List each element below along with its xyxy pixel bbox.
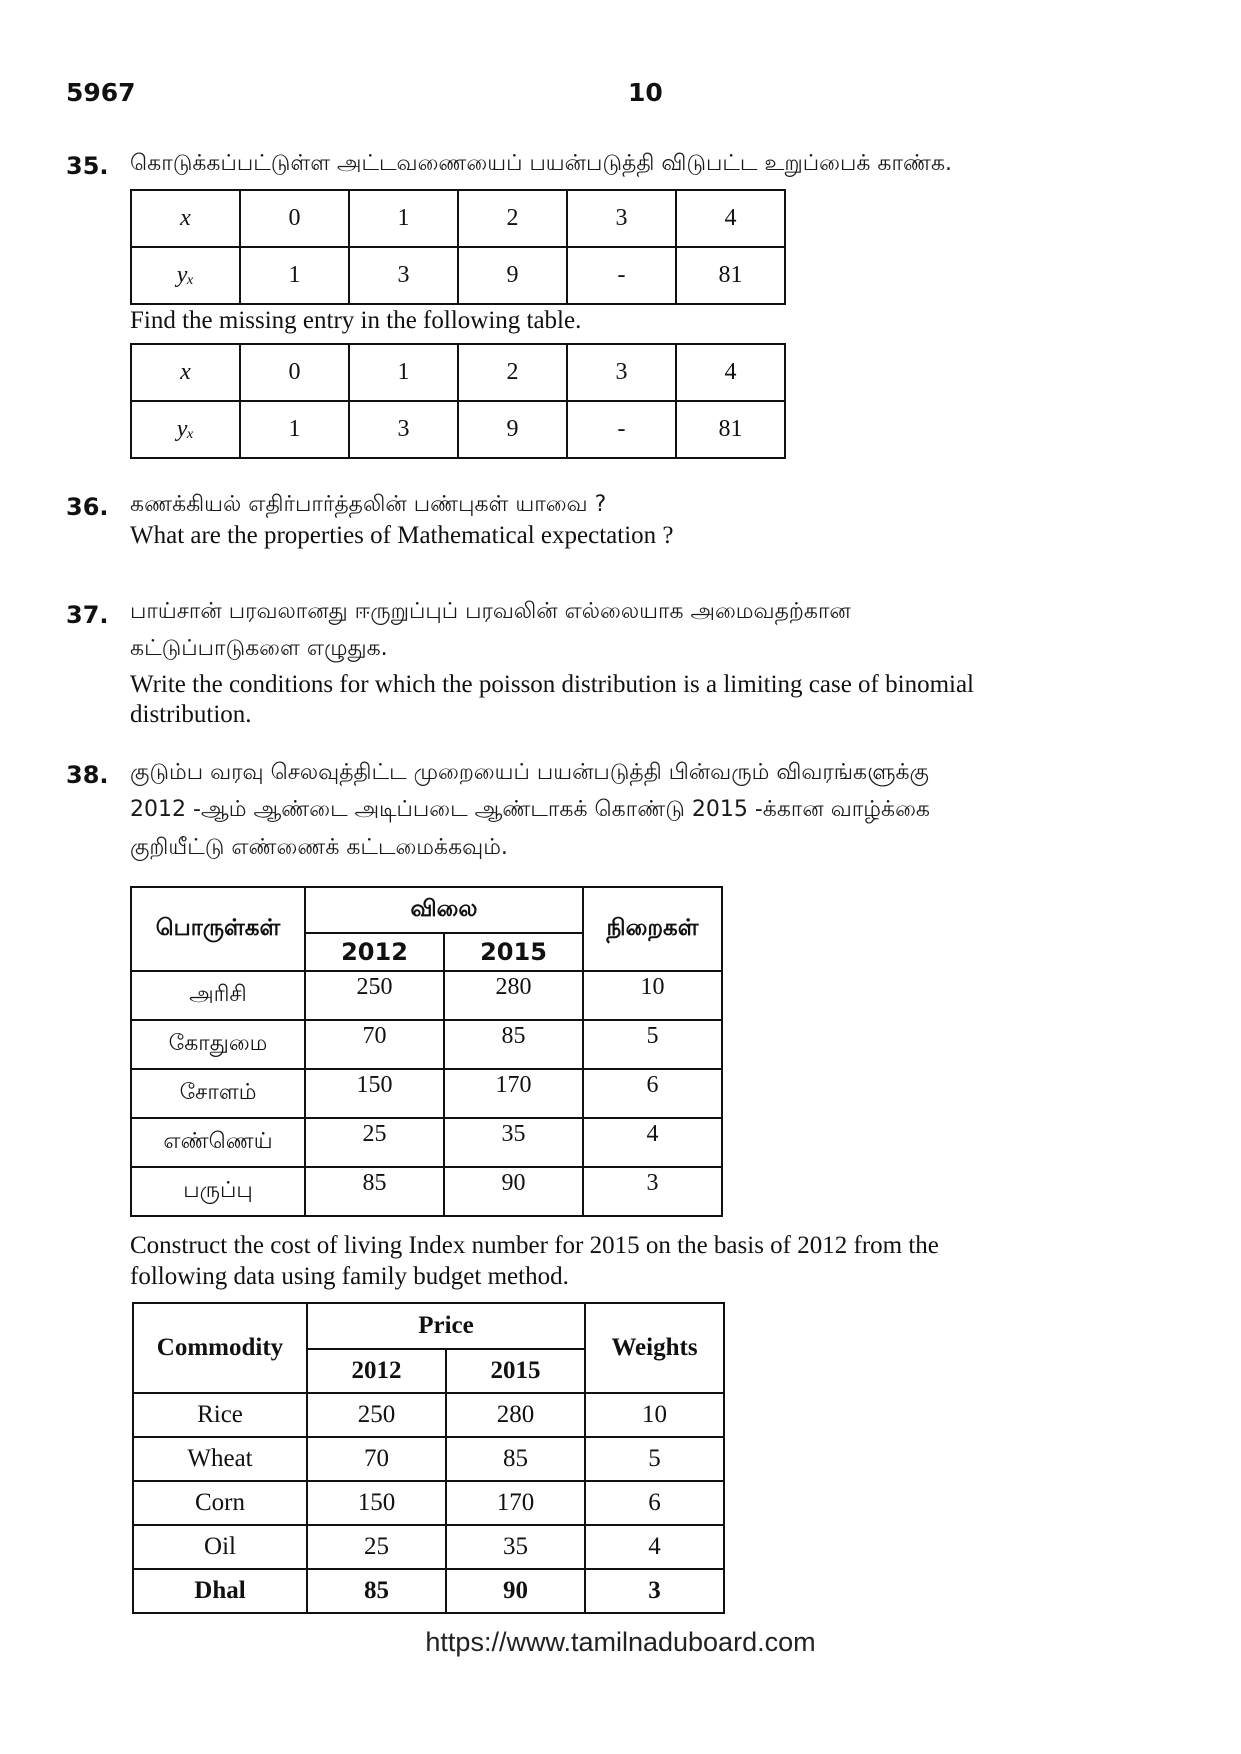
year-2012-header: 2012 bbox=[305, 933, 444, 971]
weights-header: நிறைகள் bbox=[583, 887, 722, 971]
table-cell: 81 bbox=[676, 247, 785, 304]
table-cell: 9 bbox=[458, 247, 567, 304]
q38-english-line-1: Construct the cost of living Index number for 2015 on the basis of 2012 from the bbox=[130, 1232, 939, 1259]
weights-header: Weights bbox=[585, 1303, 724, 1393]
table-cell: 1 bbox=[349, 344, 458, 401]
q38-tamil-line-1: குடும்ப வரவு செலவுத்திட்ட முறையைப் பயன்படுத்தி பின்வரும் விவரங்களுக்கு bbox=[130, 760, 929, 785]
price-2015-cell: 170 bbox=[446, 1481, 585, 1525]
commodity-header: பொருள்கள் bbox=[131, 887, 305, 971]
table-row bbox=[131, 971, 722, 1020]
commodity-cell: Corn bbox=[133, 1481, 307, 1525]
table-row bbox=[131, 1167, 722, 1216]
table-row bbox=[133, 1481, 724, 1525]
price-2015-cell: 90 bbox=[446, 1569, 585, 1613]
missing-entry-cell: - bbox=[567, 401, 676, 458]
price-2015-cell: 85 bbox=[444, 1020, 583, 1069]
price-2012-cell: 85 bbox=[307, 1569, 446, 1613]
q38-tamil-line-2: 2012 -ஆம் ஆண்டை அடிப்படை ஆண்டாகக் கொண்டு 2015 -க்கான வாழ்க்கை bbox=[130, 797, 930, 822]
price-2012-cell: 150 bbox=[305, 1069, 444, 1118]
price-2015-cell: 85 bbox=[446, 1437, 585, 1481]
table-cell: 4 bbox=[676, 190, 785, 247]
price-2015-cell: 280 bbox=[444, 971, 583, 1020]
year-2012-header: 2012 bbox=[307, 1349, 446, 1393]
price-2012-cell: 250 bbox=[305, 971, 444, 1020]
table-row bbox=[131, 190, 785, 247]
price-2012-cell: 150 bbox=[307, 1481, 446, 1525]
q35-tamil-table bbox=[130, 189, 786, 305]
commodity-cell: Rice bbox=[133, 1393, 307, 1437]
y-label: yₓ bbox=[131, 247, 240, 304]
price-2015-cell: 280 bbox=[446, 1393, 585, 1437]
table-cell: 1 bbox=[349, 190, 458, 247]
x-label: x bbox=[131, 344, 240, 401]
q35-english-table bbox=[130, 343, 786, 459]
price-2012-cell: 25 bbox=[307, 1525, 446, 1569]
y-label: yₓ bbox=[131, 401, 240, 458]
commodity-cell: சோளம் bbox=[131, 1069, 305, 1118]
missing-entry-cell: - bbox=[567, 247, 676, 304]
table-cell: 2 bbox=[458, 344, 567, 401]
table-row bbox=[133, 1393, 724, 1437]
price-2015-cell: 170 bbox=[444, 1069, 583, 1118]
weight-cell: 3 bbox=[585, 1569, 724, 1613]
table-header-row bbox=[133, 1303, 724, 1349]
commodity-header: Commodity bbox=[133, 1303, 307, 1393]
question-number-35: 35. bbox=[66, 152, 109, 180]
weight-cell: 6 bbox=[585, 1481, 724, 1525]
table-cell: 4 bbox=[676, 344, 785, 401]
table-cell: 1 bbox=[240, 247, 349, 304]
table-row bbox=[131, 247, 785, 304]
table-row bbox=[131, 401, 785, 458]
weight-cell: 4 bbox=[585, 1525, 724, 1569]
q38-tamil-line-3: குறியீட்டு எண்ணைக் கட்டமைக்கவும். bbox=[130, 835, 508, 860]
q37-tamil-line-1: பாய்சான் பரவலானது ஈருறுப்புப் பரவலின் எல்லையாக அமைவதற்கான bbox=[130, 599, 851, 624]
footer-url: https://www.tamilnaduboard.com bbox=[425, 1627, 816, 1657]
commodity-cell: கோதுமை bbox=[131, 1020, 305, 1069]
price-2012-cell: 85 bbox=[305, 1167, 444, 1216]
table-row bbox=[131, 1020, 722, 1069]
price-2015-cell: 90 bbox=[444, 1167, 583, 1216]
price-2015-cell: 35 bbox=[444, 1118, 583, 1167]
table-cell: 3 bbox=[349, 247, 458, 304]
commodity-cell: அரிசி bbox=[131, 971, 305, 1020]
weight-cell: 6 bbox=[583, 1069, 722, 1118]
table-cell: 3 bbox=[567, 344, 676, 401]
weight-cell: 3 bbox=[583, 1167, 722, 1216]
q38-english-table bbox=[132, 1302, 725, 1614]
weight-cell: 10 bbox=[585, 1393, 724, 1437]
weight-cell: 5 bbox=[585, 1437, 724, 1481]
page-number: 10 bbox=[628, 78, 663, 107]
paper-code: 5967 bbox=[66, 78, 136, 107]
table-row bbox=[131, 1069, 722, 1118]
x-label: x bbox=[131, 190, 240, 247]
q36-tamil-text: கணக்கியல் எதிர்பார்த்தலின் பண்புகள் யாவை ? bbox=[130, 492, 607, 517]
commodity-cell: Dhal bbox=[133, 1569, 307, 1613]
year-2015-header: 2015 bbox=[446, 1349, 585, 1393]
price-2012-cell: 25 bbox=[305, 1118, 444, 1167]
commodity-cell: பருப்பு bbox=[131, 1167, 305, 1216]
q38-tamil-table bbox=[130, 886, 723, 1217]
table-row bbox=[131, 1118, 722, 1167]
q35-english-text: Find the missing entry in the following table. bbox=[130, 307, 582, 334]
q36-english-text: What are the properties of Mathematical expectation ? bbox=[130, 522, 674, 549]
question-number-36: 36. bbox=[66, 493, 109, 521]
commodity-cell: எண்ணெய் bbox=[131, 1118, 305, 1167]
weight-cell: 10 bbox=[583, 971, 722, 1020]
year-2015-header: 2015 bbox=[444, 933, 583, 971]
table-header-row bbox=[131, 887, 722, 933]
price-2012-cell: 70 bbox=[305, 1020, 444, 1069]
question-number-38: 38. bbox=[66, 761, 109, 789]
table-cell: 9 bbox=[458, 401, 567, 458]
table-row bbox=[131, 344, 785, 401]
weight-cell: 4 bbox=[583, 1118, 722, 1167]
q37-english-line-2: distribution. bbox=[130, 701, 252, 728]
price-2015-cell: 35 bbox=[446, 1525, 585, 1569]
table-cell: 2 bbox=[458, 190, 567, 247]
table-cell: 0 bbox=[240, 190, 349, 247]
weight-cell: 5 bbox=[583, 1020, 722, 1069]
table-cell: 1 bbox=[240, 401, 349, 458]
table-row bbox=[133, 1437, 724, 1481]
table-cell: 3 bbox=[567, 190, 676, 247]
commodity-cell: Oil bbox=[133, 1525, 307, 1569]
table-row bbox=[133, 1569, 724, 1613]
table-row bbox=[133, 1525, 724, 1569]
q35-tamil-text: கொடுக்கப்பட்டுள்ள அட்டவணையைப் பயன்படுத்தி விடுபட்ட உறுப்பைக் காண்க. bbox=[130, 151, 953, 176]
price-header: விலை bbox=[305, 887, 583, 933]
question-number-37: 37. bbox=[66, 601, 109, 629]
price-2012-cell: 70 bbox=[307, 1437, 446, 1481]
q37-english-line-1: Write the conditions for which the poisson distribution is a limiting case of binomial bbox=[130, 671, 975, 698]
price-header: Price bbox=[307, 1303, 585, 1349]
q38-english-line-2: following data using family budget method. bbox=[130, 1263, 569, 1290]
table-cell: 81 bbox=[676, 401, 785, 458]
table-cell: 3 bbox=[349, 401, 458, 458]
table-cell: 0 bbox=[240, 344, 349, 401]
commodity-cell: Wheat bbox=[133, 1437, 307, 1481]
price-2012-cell: 250 bbox=[307, 1393, 446, 1437]
q37-tamil-line-2: கட்டுப்பாடுகளை எழுதுக. bbox=[130, 636, 388, 661]
